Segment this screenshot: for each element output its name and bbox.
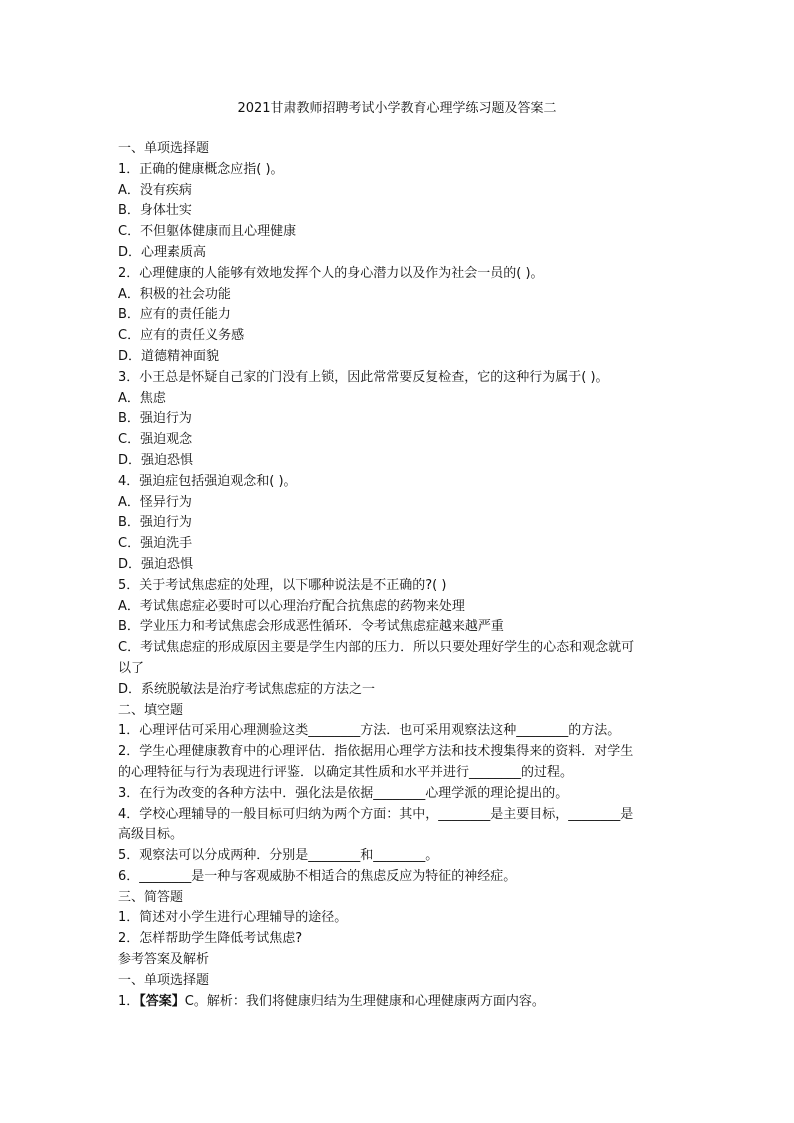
question-1-option-b: B．身体壮实 — [118, 203, 192, 219]
question-1-option-a: A．没有疾病 — [118, 182, 192, 198]
question-5-stem: 5．关于考试焦虑症的处理，以下哪种说法是不正确的?( ) — [118, 577, 447, 593]
answer-1-tag: 【答案】 — [139, 993, 185, 1009]
answers-heading: 参考答案及解析 — [118, 952, 210, 968]
question-4-stem: 4．强迫症包括强迫观念和( )。 — [118, 473, 297, 489]
question-5-option-c: C．考试焦虑症的形成原因主要是学生内部的压力．所以只要处理好学生的心态和观念就可 — [118, 640, 635, 656]
fill-blank-item-2-continued: 的心理特征与行为表现进行评鉴．以确定其性质和水平并进行________的过程。 — [118, 764, 574, 780]
question-2-stem: 2．心理健康的人能够有效地发挥个人的身心潜力以及作为社会一员的( )。 — [118, 265, 544, 281]
fill-blank-item-5: 5．观察法可以分成两种．分别是________和________。 — [118, 848, 439, 864]
question-1-stem: 1．正确的健康概念应指( )。 — [118, 161, 284, 177]
question-3-option-a: A．焦虑 — [118, 390, 166, 406]
question-3-stem: 3．小王总是怀疑自己家的门没有上锁，因此常常要反复检查，它的这种行为属于( )。 — [118, 369, 609, 385]
question-4-option-c: C．强迫洗手 — [118, 536, 193, 552]
fill-blank-item-4: 4．学校心理辅导的一般目标可归纳为两个方面：其中，________是主要目标，________是 — [118, 806, 634, 822]
fill-blank-item-6: 6．________是一种与客观威胁不相适合的焦虑反应为特征的神经症。 — [118, 868, 517, 884]
question-5-option-b: B．学业压力和考试焦虑会形成恶性循环．令考试焦虑症越来越严重 — [118, 619, 504, 635]
question-5-option-c-continued: 以了 — [118, 660, 145, 676]
short-answer-item-1: 1．简述对小学生进行心理辅导的途径。 — [118, 910, 348, 926]
fill-blank-item-4-continued: 高级目标。 — [118, 827, 184, 843]
question-2-option-c: C．应有的责任义务感 — [118, 328, 245, 344]
question-4-option-b: B．强迫行为 — [118, 515, 192, 531]
question-1-option-d: D．心理素质高 — [118, 244, 207, 260]
question-3-option-d: D．强迫恐惧 — [118, 452, 194, 468]
question-2-option-b: B．应有的责任能力 — [118, 307, 231, 323]
section-heading-short-answer: 三、简答题 — [118, 889, 184, 905]
question-2-option-d: D．道德精神面貌 — [118, 348, 220, 364]
short-answer-item-2: 2．怎样帮助学生降低考试焦虑? — [118, 931, 303, 947]
question-5-option-a: A．考试焦虑症必要时可以心理治疗配合抗焦虑的药物来处理 — [118, 598, 465, 614]
question-2-option-a: A．积极的社会功能 — [118, 286, 231, 302]
document-title: 2021甘肃教师招聘考试小学教育心理学练习题及答案二 — [237, 101, 557, 116]
question-4-option-d: D．强迫恐惧 — [118, 556, 194, 572]
document-body — [118, 139, 680, 1012]
question-5-option-d: D．系统脱敏法是治疗考试焦虑症的方法之一 — [118, 681, 376, 697]
question-4-option-a: A．怪异行为 — [118, 494, 192, 510]
fill-blank-item-3: 3．在行为改变的各种方法中．强化法是依据________心理学派的理论提出的。 — [118, 785, 569, 801]
answers-section-heading-single-choice: 一、单项选择题 — [118, 972, 210, 988]
question-3-option-b: B．强迫行为 — [118, 411, 192, 427]
fill-blank-item-2: 2．学生心理健康教育中的心理评估．指依据用心理学方法和技术搜集得来的资料．对学生 — [118, 744, 634, 760]
section-heading-single-choice: 一、单项选择题 — [118, 141, 210, 156]
question-3-option-c: C．强迫观念 — [118, 432, 193, 448]
question-1-option-c: C．不但躯体健康而且心理健康 — [118, 224, 297, 240]
fill-blank-item-1: 1．心理评估可采用心理测验这类________方法．也可采用观察法这种________的方法。 — [118, 723, 621, 739]
answer-1-number: 1． — [118, 993, 140, 1009]
answer-1-text: C。解析：我们将健康归结为生理健康和心理健康两方面内容。 — [184, 993, 545, 1009]
answer-1 — [118, 992, 680, 1013]
section-heading-fill-blank: 二、填空题 — [118, 702, 184, 718]
